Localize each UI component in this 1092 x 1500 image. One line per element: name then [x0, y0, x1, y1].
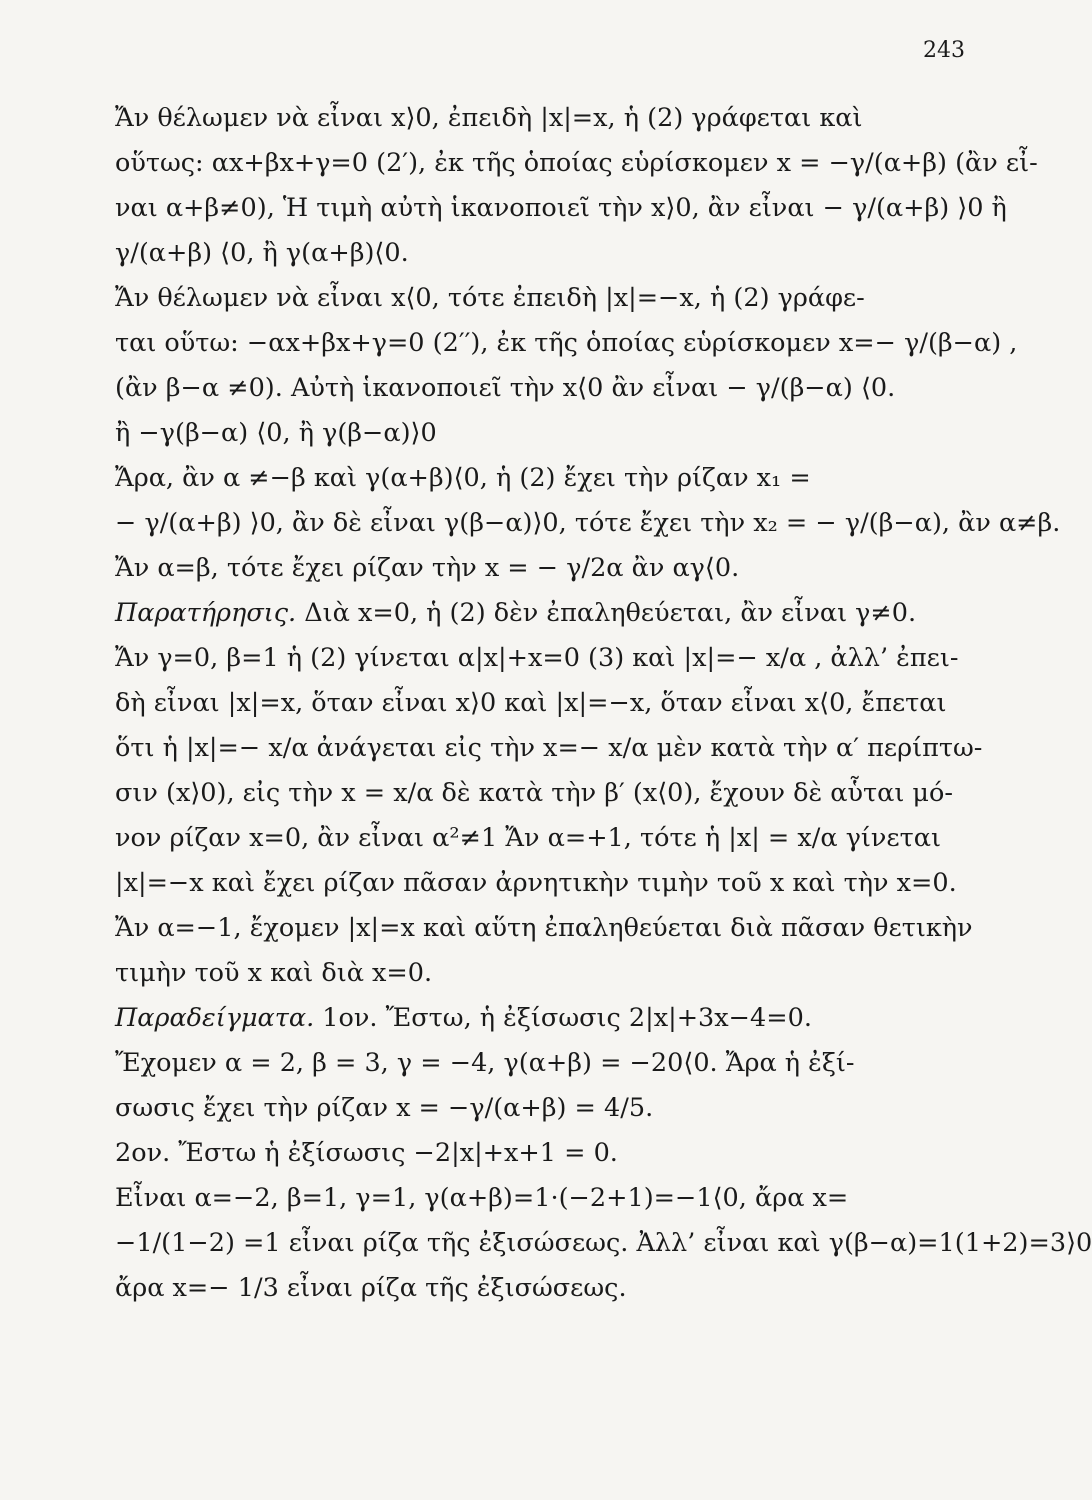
remark-line: Παρατήρησις. Διὰ x=0, ἡ (2) δὲν ἐπαληθεύεται, ἂν εἶναι γ≠0. — [115, 598, 917, 628]
text-line: οὕτως: αx+βx+γ=0 (2′), ἐκ τῆς ὁποίας εὑρίσκομεν x = −γ/(α+β) (ἂν εἶ- — [115, 148, 1038, 178]
text-line: σωσις ἔχει τὴν ρίζαν x = −γ/(α+β) = 4/5. — [115, 1093, 654, 1123]
text-line: Ἄν α=−1, ἔχομεν |x|=x καὶ αὕτη ἐπαληθεύεται διὰ πᾶσαν θετικὴν — [115, 913, 973, 943]
text-line: νον ρίζαν x=0, ἂν εἶναι α²≠1 Ἄν α=+1, τότε ἡ |x| = x/α γίνεται — [115, 823, 941, 853]
section-heading: Παρατήρησις. — [115, 598, 297, 628]
text-line: τιμὴν τοῦ x καὶ διὰ x=0. — [115, 958, 433, 988]
text-line: − γ/(α+β) ⟩0, ἂν δὲ εἶναι γ(β−α)⟩0, τότε ἔχει τὴν x₂ = − γ/(β−α), ἂν α≠β. — [115, 508, 1061, 538]
text-line: δὴ εἶναι |x|=x, ὅταν εἶναι x⟩0 καὶ |x|=−x, ὅταν εἶναι x⟨0, ἔπεται — [115, 688, 947, 718]
text-line: ὅτι ἡ |x|=− x/α ἀνάγεται εἰς τὴν x=− x/α μὲν κατὰ τὴν α′ περίπτω- — [115, 733, 983, 763]
text-line: Ἄν α=β, τότε ἔχει ρίζαν τὴν x = − γ/2α ἂν αγ⟨0. — [115, 553, 740, 583]
section-heading: Παραδείγματα. — [115, 1003, 315, 1033]
text-line: ἄρα x=− 1/3 εἶναι ρίζα τῆς ἐξισώσεως. — [115, 1273, 627, 1303]
examples-line: Παραδείγματα. 1ον. Ἔστω, ἡ ἐξίσωσις 2|x|+3x−4=0. — [115, 1003, 812, 1033]
page-number: 243 — [923, 38, 965, 63]
text-line: Ἄν γ=0, β=1 ἡ (2) γίνεται α|x|+x=0 (3) καὶ |x|=− x/α , ἀλλ’ ἐπει- — [115, 643, 959, 673]
text-line: ται οὕτω: −αx+βx+γ=0 (2′′), ἐκ τῆς ὁποίας εὑρίσκομεν x=− γ/(β−α) , — [115, 328, 1018, 358]
text-line: Ἄρα, ἂν α ≠−β καὶ γ(α+β)⟨0, ἡ (2) ἔχει τὴν ρίζαν x₁ = — [115, 463, 811, 493]
text-line: Ἄν θέλωμεν νὰ εἶναι x⟩0, ἐπειδὴ |x|=x, ἡ (2) γράφεται καὶ — [115, 103, 863, 133]
text-line: Ἔχομεν α = 2, β = 3, γ = −4, γ(α+β) = −20⟨0. Ἄρα ἡ ἐξί- — [115, 1048, 855, 1078]
text-line: 2ον. Ἔστω ἡ ἐξίσωσις −2|x|+x+1 = 0. — [115, 1138, 618, 1168]
text-line: −1/(1−2) =1 εἶναι ρίζα τῆς ἐξισώσεως. Ἀλλ’ εἶναι καὶ γ(β−α)=1(1+2)=3⟩0 — [115, 1228, 1092, 1258]
text-body — [115, 96, 1092, 1311]
text-line: γ/(α+β) ⟨0, ἢ γ(α+β)⟨0. — [115, 238, 409, 268]
text-line: Ἄν θέλωμεν νὰ εἶναι x⟨0, τότε ἐπειδὴ |x|=−x, ἡ (2) γράφε- — [115, 283, 865, 313]
text-line: (ἂν β−α ≠0). Αὐτὴ ἱκανοποιεῖ τὴν x⟨0 ἂν εἶναι − γ/(β−α) ⟨0. — [115, 373, 896, 403]
text-line: |x|=−x καὶ ἔχει ρίζαν πᾶσαν ἀρνητικὴν τιμὴν τοῦ x καὶ τὴν x=0. — [115, 868, 957, 898]
text-line: Εἶναι α=−2, β=1, γ=1, γ(α+β)=1·(−2+1)=−1⟨0, ἄρα x= — [115, 1183, 849, 1213]
text-line: ἢ −γ(β−α) ⟨0, ἢ γ(β−α)⟩0 — [115, 418, 437, 448]
text-line: σιν (x⟩0), εἰς τὴν x = x/α δὲ κατὰ τὴν β′ (x⟨0), ἔχουν δὲ αὗται μό- — [115, 778, 953, 808]
text-line: ναι α+β≠0), Ἡ τιμὴ αὐτὴ ἱκανοποιεῖ τὴν x⟩0, ἂν εἶναι − γ/(α+β) ⟩0 ἢ — [115, 193, 1007, 223]
